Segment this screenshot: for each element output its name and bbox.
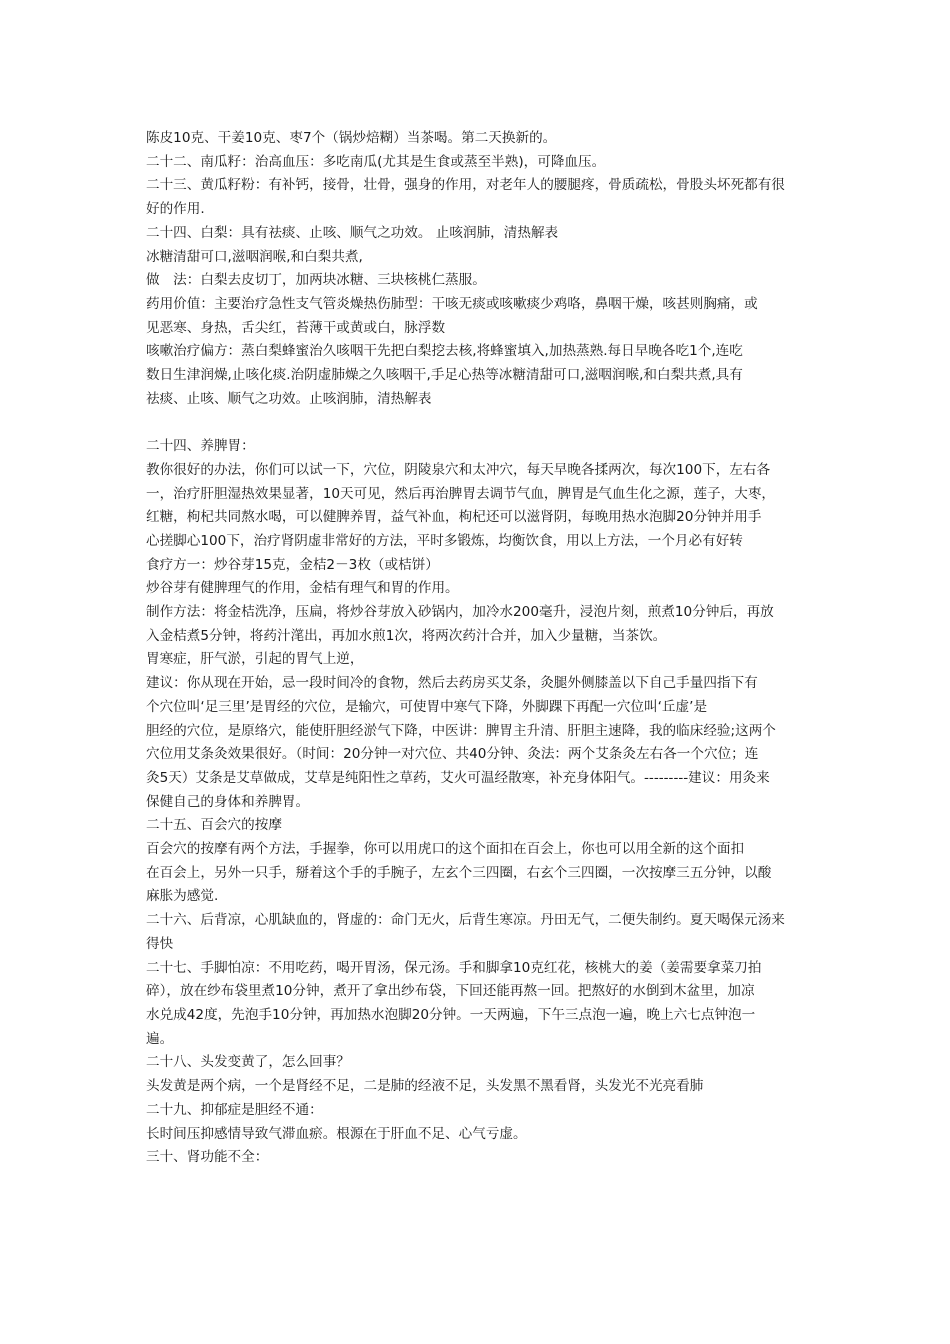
text-line: 二十八、头发变黄了，怎么回事？ xyxy=(146,1054,350,1071)
text-line: 麻胀为感觉. xyxy=(146,888,219,905)
text-line: 二十五、百会穴的按摩 xyxy=(146,817,282,834)
blank-line xyxy=(146,411,818,435)
text-line: 穴位用艾条灸效果很好。（时间：20分钟一对穴位、共40分钟、灸法：两个艾条灸左右各一个穴位；连 xyxy=(146,746,759,763)
text-line: 红糖，枸杞共同熬水喝，可以健脾养胃，益气补血，枸杞还可以滋肾阴，每晚用热水泡脚20分钟并用手 xyxy=(146,509,762,526)
document-body xyxy=(146,127,818,1170)
text-line: 胃寒症，肝气淤，引起的胃气上逆， xyxy=(146,651,364,668)
text-line: 得快 xyxy=(146,935,174,952)
text-line: 灸5天）艾条是艾草做成，艾草是纯阳性之草药，艾火可温经散寒，补充身体阳气。---------建议：用灸来 xyxy=(146,769,770,786)
text-line: 二十六、后背凉，心肌缺血的，肾虚的：命门无火，后背生寒凉。丹田无气，二便失制约。夏天喝保元汤来 xyxy=(146,912,785,929)
text-line: 头发黄是两个病，一个是肾经不足，二是肺的经液不足，头发黑不黑看肾，头发光不光亮看肺 xyxy=(146,1078,704,1095)
text-line: 三十、肾功能不全： xyxy=(146,1149,269,1166)
text-line: 制作方法：将金桔洗净，压扁，将炒谷芽放入砂锅内，加冷水200毫升，浸泡片刻，煎煮10分钟后，再放 xyxy=(146,604,774,621)
text-line: 长时间压抑感情导致气滞血瘀。根源在于肝血不足、心气亏虚。 xyxy=(146,1125,527,1142)
text-line: 二十四、白梨：具有祛痰、止咳、顺气之功效。 止咳润肺，清热解表 xyxy=(146,224,559,241)
text-line: 数日生津润燥,止咳化痰.治阴虚肺燥之久咳咽干,手足心热等冰糖清甜可口,滋咽润喉,和白梨共煮,具有 xyxy=(146,367,743,384)
text-line: 在百会上，另外一只手，掰着这个手的手腕子，左玄个三四圈，右玄个三四圈，一次按摩三五分钟，以酸 xyxy=(146,864,772,881)
text-line: 好的作用. xyxy=(146,201,205,218)
text-line: 见恶寒、身热，舌尖红，苔薄干或黄或白，脉浮数 xyxy=(146,319,446,336)
text-line: 遍。 xyxy=(146,1030,174,1047)
text-line: 祛痰、止咳、顺气之功效。止咳润肺，清热解表 xyxy=(146,390,432,407)
text-line: 二十二、南瓜籽：治高血压：多吃南瓜(尤其是生食或蒸至半熟)，可降血压。 xyxy=(146,153,606,170)
text-line: 一，治疗肝胆湿热效果显著，10天可见，然后再治脾胃去调节气血，脾胃是气血生化之源，莲子，大枣， xyxy=(146,485,776,502)
text-line: 入金桔煮5分钟，将药汁滗出，再加水煎1次，将两次药汁合并，加入少量糖，当茶饮。 xyxy=(146,627,667,644)
text-line: 建议：你从现在开始，忌一段时间冷的食物，然后去药房买艾条，灸腿外侧膝盖以下自己手量四指下有 xyxy=(146,675,758,692)
text-line: 百会穴的按摩有两个方法，手握拳，你可以用虎口的这个面扣在百会上，你也可以用全新的这个面扣 xyxy=(146,841,745,858)
text-line: 胆经的穴位，是原络穴，能使肝胆经淤气下降，中医讲：脾胃主升清、肝胆主速降，我的临床经验;这两个 xyxy=(146,722,776,739)
text-line: 冰糖清甜可口,滋咽润喉,和白梨共煮, xyxy=(146,248,363,265)
text-line: 陈皮10克、干姜10克、枣7个（锅炒焙糊）当茶喝。第二天换新的。 xyxy=(146,130,557,146)
text-line: 水兑成42度，先泡手10分钟，再加热水泡脚20分钟。一天两遍，下午三点泡一遍，晚上六七点钟泡一 xyxy=(146,1007,756,1023)
text-line: 药用价值：主要治疗急性支气管炎燥热伤肺型：干咳无痰或咳嗽痰少鸡咯，鼻咽干燥，咳甚则胸痛，或 xyxy=(146,295,758,312)
text-line: 个穴位叫‘足三里’是胃经的穴位，是输穴，可使胃中寒气下降，外脚踝下再配一穴位叫‘丘虚’是 xyxy=(146,698,708,715)
text-line: 二十三、黄瓜籽粉：有补钙，接骨，壮骨，强身的作用，对老年人的腰腿疼，骨质疏松，骨股头坏死都有很 xyxy=(146,177,785,194)
text-line: 做 法：白梨去皮切丁，加两块冰糖、三块核桃仁蒸服。 xyxy=(146,272,486,289)
text-line: 碎），放在纱布袋里煮10分钟，煮开了拿出纱布袋，下回还能再熬一回。把熬好的水倒到木盆里，加凉 xyxy=(146,983,755,1000)
text-line: 保健自己的身体和养脾胃。 xyxy=(146,793,310,810)
text-line: 教你很好的办法，你们可以试一下，穴位，阴陵泉穴和太冲穴，每天早晚各揉两次，每次100下，左右各 xyxy=(146,461,771,478)
text-line: 二十七、手脚怕凉：不用吃药，喝开胃汤，保元汤。手和脚拿10克红花，核桃大的姜（姜需要拿菜刀拍 xyxy=(146,959,762,976)
text-line: 二十四、养脾胃： xyxy=(146,438,255,455)
text-line: 心搓脚心100下，治疗肾阴虚非常好的方法，平时多锻炼，均衡饮食，用以上方法，一个月必有好转 xyxy=(146,532,743,549)
text-line: 食疗方一：炒谷芽15克，金桔2－3枚（或桔饼） xyxy=(146,556,439,573)
text-line: 炒谷芽有健脾理气的作用，金桔有理气和胃的作用。 xyxy=(146,580,459,597)
text-line: 咳嗽治疗偏方：蒸白梨蜂蜜治久咳咽干先把白梨挖去核,将蜂蜜填入,加热蒸熟.每日早晚各吃1个,连吃 xyxy=(146,343,743,360)
text-line: 二十九、抑郁症是胆经不通： xyxy=(146,1101,323,1118)
